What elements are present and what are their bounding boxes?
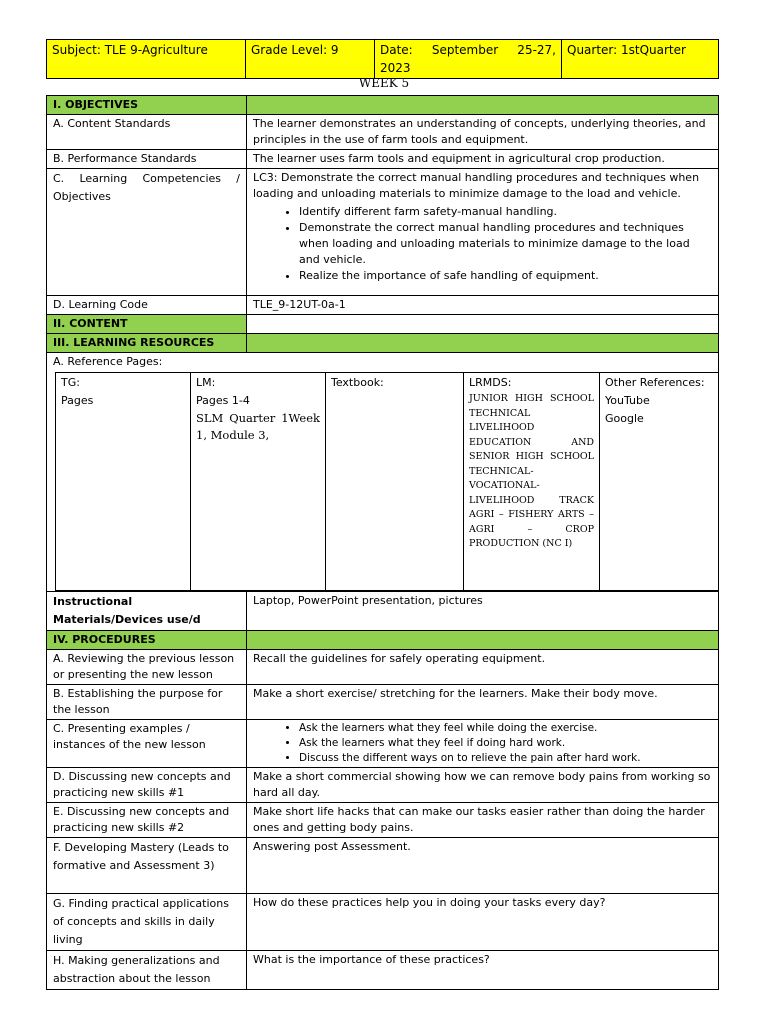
list-item: • Demonstrate the correct manual handling procedures and techniques when loading and unloading materials to minimize damage to the load and vehicle. bbox=[299, 220, 712, 268]
procedures-heading-blank bbox=[247, 631, 719, 650]
procedure-label: A. Reviewing the previous lesson or presenting the new lesson bbox=[47, 650, 247, 685]
quarter-cell: Quarter: 1stQuarter bbox=[562, 40, 719, 79]
list-item: • Discuss the different ways on to relieve the pain after hard work. bbox=[299, 751, 712, 766]
list-item: • Identify different farm safety-manual handling. bbox=[299, 204, 712, 220]
list-item: • Realize the importance of safe handling of equipment. bbox=[299, 268, 712, 284]
procedure-label: E. Discussing new concepts and practicing new skills #2 bbox=[47, 803, 247, 838]
competencies-cell bbox=[247, 169, 719, 296]
lm-cell bbox=[191, 373, 326, 591]
reference-table bbox=[55, 372, 719, 591]
procedure-label: F. Developing Mastery (Leads to formative and Assessment 3) bbox=[47, 838, 247, 894]
reference-pages-label: A. Reference Pages: bbox=[53, 355, 163, 368]
instructional-materials-text: Laptop, PowerPoint presentation, pictures bbox=[247, 592, 719, 631]
tg-cell bbox=[56, 373, 191, 591]
procedure-text: Make a short commercial showing how we can remove body pains from working so hard all day. bbox=[247, 768, 719, 803]
procedure-bullets-cell bbox=[247, 720, 719, 768]
lesson-plan-table bbox=[46, 95, 719, 990]
resources-heading-blank bbox=[247, 334, 719, 353]
content-heading: II. CONTENT bbox=[47, 315, 247, 334]
performance-standards-label: B. Performance Standards bbox=[47, 150, 247, 169]
content-value bbox=[247, 315, 719, 334]
procedure-list bbox=[253, 721, 712, 766]
header-table bbox=[46, 39, 719, 79]
lrmds-cell bbox=[464, 373, 600, 591]
learning-code-label: D. Learning Code bbox=[47, 296, 247, 315]
list-item: • Ask the learners what they feel if doing hard work. bbox=[299, 736, 712, 751]
lrmds-label: LRMDS: bbox=[469, 376, 512, 389]
competencies-list bbox=[253, 204, 712, 284]
reference-pages-cell bbox=[47, 353, 719, 592]
grade-level-cell: Grade Level: 9 bbox=[246, 40, 375, 79]
procedure-text: What is the importance of these practices? bbox=[247, 951, 719, 990]
list-item: • Ask the learners what they feel while doing the exercise. bbox=[299, 721, 712, 736]
procedure-label: C. Presenting examples / instances of the new lesson bbox=[47, 720, 247, 768]
procedure-text: Answering post Assessment. bbox=[247, 838, 719, 894]
performance-standards-text: The learner uses farm tools and equipment in agricultural crop production. bbox=[247, 150, 719, 169]
procedure-label: D. Discussing new concepts and practicing new skills #1 bbox=[47, 768, 247, 803]
objectives-heading-blank bbox=[247, 96, 719, 115]
content-standards-label: A. Content Standards bbox=[47, 115, 247, 150]
lm-label: LM: bbox=[196, 376, 216, 389]
procedure-label: H. Making generalizations and abstraction about the lesson bbox=[47, 951, 247, 990]
lm-pages: Pages 1-4 bbox=[196, 394, 250, 407]
tg-label: TG: bbox=[61, 376, 80, 389]
other-references-label: Other References: bbox=[605, 376, 705, 389]
procedure-label: G. Finding practical applications of concepts and skills in daily living bbox=[47, 894, 247, 951]
date-cell: Date: September 25-27, 2023 bbox=[375, 40, 562, 79]
resources-heading: III. LEARNING RESOURCES bbox=[47, 334, 247, 353]
procedure-text: Make short life hacks that can make our tasks easier rather than doing the harder ones and getting body pains. bbox=[247, 803, 719, 838]
instructional-materials-label: Instructional Materials/Devices use/d bbox=[47, 592, 247, 631]
other-references-cell bbox=[600, 373, 719, 591]
competencies-label: C. Learning Competencies / Objectives bbox=[47, 169, 247, 296]
tg-value: Pages bbox=[61, 394, 94, 407]
objectives-heading: I. OBJECTIVES bbox=[47, 96, 247, 115]
other-reference-youtube: YouTube bbox=[605, 394, 650, 407]
other-reference-google: Google bbox=[605, 412, 644, 425]
procedure-label: B. Establishing the purpose for the lesson bbox=[47, 685, 247, 720]
week-label: WEEK 5 bbox=[358, 76, 410, 90]
competencies-text: LC3: Demonstrate the correct manual handling procedures and techniques when loading and unloading materials to minimize damage to the load and vehicle. bbox=[253, 171, 700, 200]
content-standards-text: The learner demonstrates an understanding of concepts, underlying theories, and principles in the use of farm tools and equipment. bbox=[247, 115, 719, 150]
learning-code-text: TLE_9-12UT-0a-1 bbox=[247, 296, 719, 315]
subject-cell: Subject: TLE 9-Agriculture bbox=[47, 40, 246, 79]
textbook-cell bbox=[326, 373, 464, 591]
lm-slm: SLM Quarter 1Week 1, Module 3, bbox=[196, 411, 320, 442]
procedure-text: How do these practices help you in doing your tasks every day? bbox=[247, 894, 719, 951]
procedures-heading: IV. PROCEDURES bbox=[47, 631, 247, 650]
procedure-text: Make a short exercise/ stretching for the learners. Make their body move. bbox=[247, 685, 719, 720]
textbook-label: Textbook: bbox=[331, 376, 384, 389]
procedure-text: Recall the guidelines for safely operating equipment. bbox=[247, 650, 719, 685]
lrmds-text: JUNIOR HIGH SCHOOL TECHNICAL LIVELIHOOD EDUCATION AND SENIOR HIGH SCHOOL TECHNICAL-VOCATIONAL-LIVELIHOOD TRACK AGRI – FISHERY ARTS – AGRI – CROP PRODUCTION (NC I) bbox=[469, 393, 594, 549]
